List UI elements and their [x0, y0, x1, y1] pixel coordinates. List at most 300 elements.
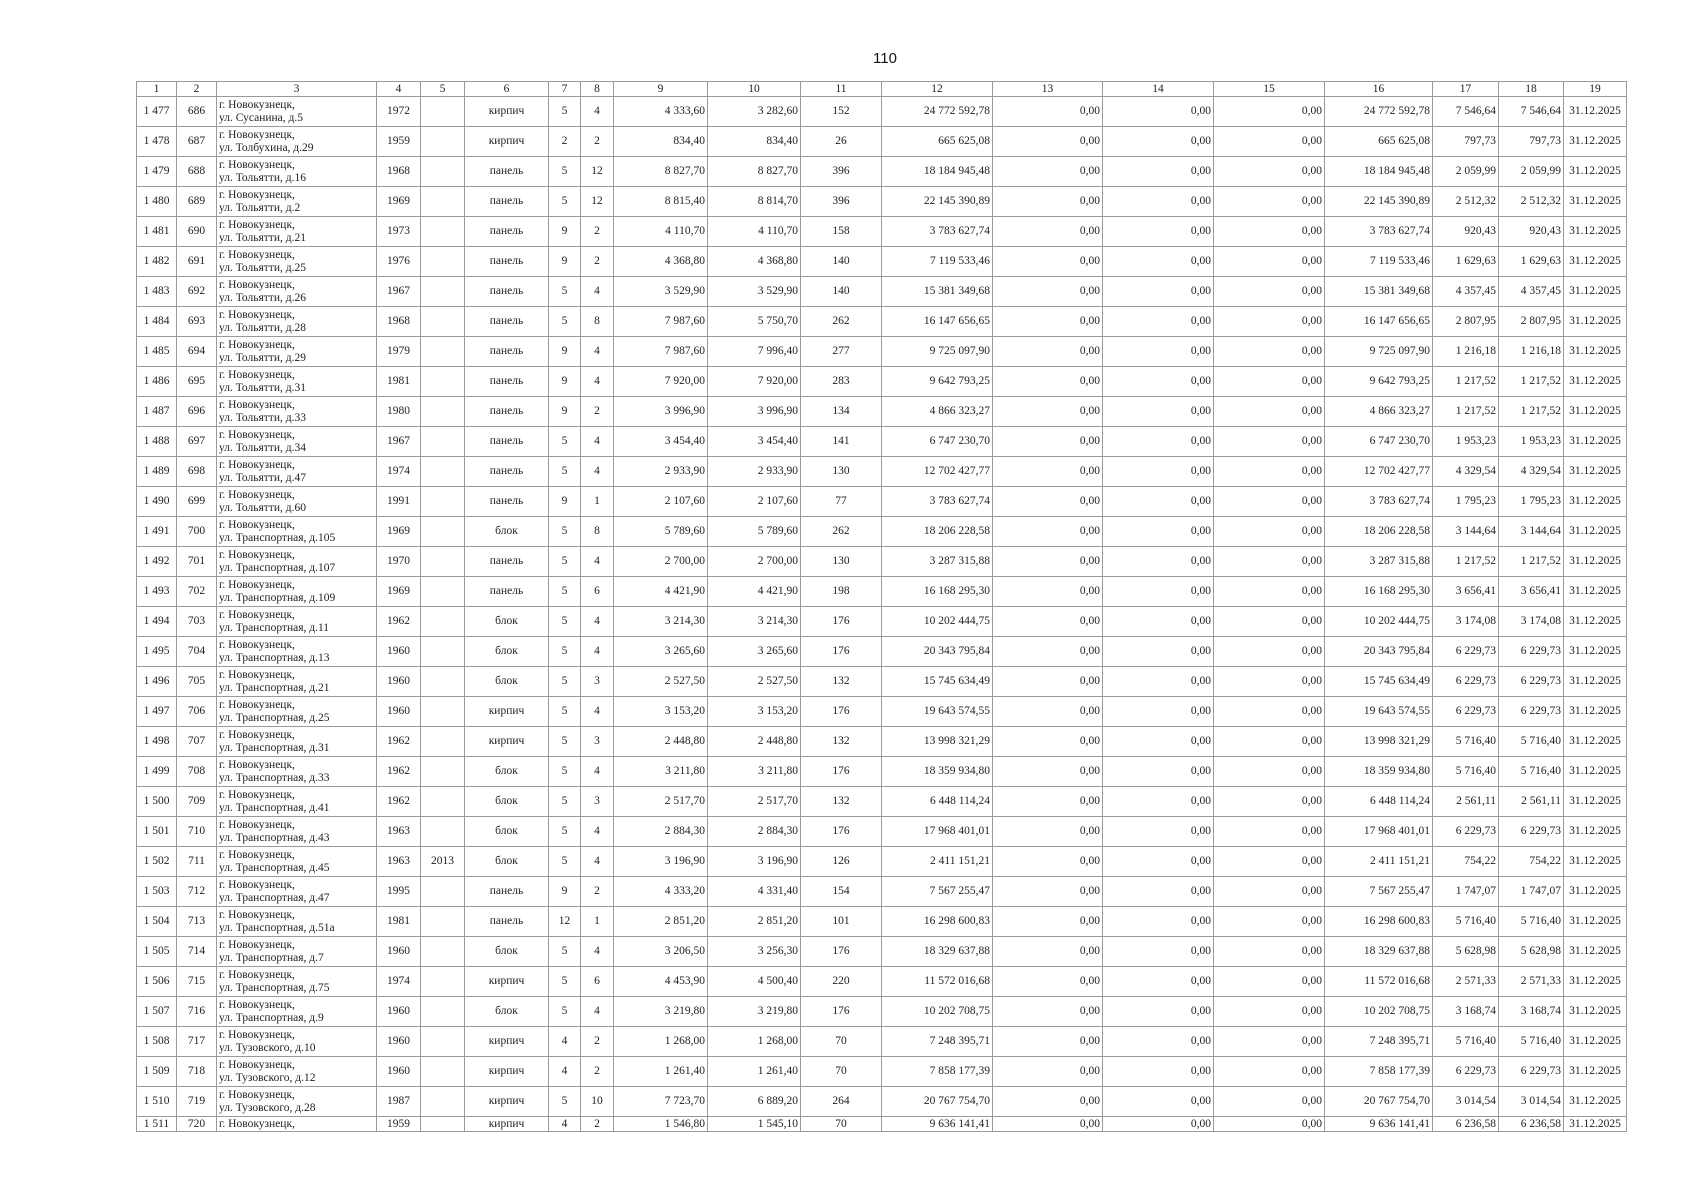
address-cell: [217, 187, 377, 217]
cost-regional-cell: 0,00: [1103, 277, 1214, 307]
table-row: [137, 877, 1627, 907]
completion-date-cell: 31.12.2025: [1564, 937, 1627, 967]
address-street: ул. Транспортная, д.43: [219, 831, 330, 844]
row-number-cell: 1 501: [137, 817, 177, 847]
residents-cell: 70: [801, 1057, 882, 1087]
wall-material-cell: блок: [465, 757, 549, 787]
unit-cost-cell: 1 629,63: [1433, 247, 1499, 277]
wall-material-cell: кирпич: [465, 1057, 549, 1087]
cost-regional-cell: 0,00: [1103, 697, 1214, 727]
table-row: [137, 967, 1627, 997]
max-unit-cost-cell: 1 629,63: [1499, 247, 1564, 277]
completion-date-cell: 31.12.2025: [1564, 247, 1627, 277]
reconstruction-year-cell: [421, 937, 465, 967]
house-id-cell: 702: [177, 577, 217, 607]
address-cell: [217, 517, 377, 547]
cost-federal-cell: 0,00: [993, 607, 1103, 637]
cost-owners-cell: 9 636 141,41: [1325, 1117, 1433, 1132]
address-street: ул. Тольятти, д.21: [219, 231, 306, 244]
entrances-cell: 2: [581, 1057, 614, 1087]
row-number-cell: 1 495: [137, 637, 177, 667]
table-body: [137, 97, 1627, 1132]
floors-cell: 5: [549, 847, 581, 877]
reconstruction-year-cell: [421, 1027, 465, 1057]
column-header-17: 17: [1433, 82, 1499, 97]
entrances-cell: 12: [581, 157, 614, 187]
house-id-cell: 688: [177, 157, 217, 187]
column-header-13: 13: [993, 82, 1103, 97]
reconstruction-year-cell: [421, 907, 465, 937]
cost-total-cell: 22 145 390,89: [882, 187, 993, 217]
living-area-cell: 3 265,60: [708, 637, 801, 667]
address-cell: [217, 1027, 377, 1057]
address-cell: [217, 307, 377, 337]
build-year-cell: 1967: [377, 277, 421, 307]
cost-local-cell: 0,00: [1214, 1087, 1325, 1117]
max-unit-cost-cell: 3 656,41: [1499, 577, 1564, 607]
completion-date-cell: 31.12.2025: [1564, 727, 1627, 757]
cost-regional-cell: 0,00: [1103, 1117, 1214, 1132]
table-row: [137, 277, 1627, 307]
max-unit-cost-cell: 2 561,11: [1499, 787, 1564, 817]
house-id-cell: 694: [177, 337, 217, 367]
unit-cost-cell: 6 229,73: [1433, 637, 1499, 667]
build-year-cell: 1970: [377, 547, 421, 577]
unit-cost-cell: 920,43: [1433, 217, 1499, 247]
row-number-cell: 1 509: [137, 1057, 177, 1087]
reconstruction-year-cell: [421, 517, 465, 547]
living-area-cell: 4 500,40: [708, 967, 801, 997]
cost-regional-cell: 0,00: [1103, 427, 1214, 457]
address-street: ул. Тольятти, д.34: [219, 441, 306, 454]
row-number-cell: 1 506: [137, 967, 177, 997]
wall-material-cell: блок: [465, 817, 549, 847]
residents-cell: 176: [801, 637, 882, 667]
build-year-cell: 1981: [377, 907, 421, 937]
cost-total-cell: 13 998 321,29: [882, 727, 993, 757]
unit-cost-cell: 4 357,45: [1433, 277, 1499, 307]
unit-cost-cell: 3 174,08: [1433, 607, 1499, 637]
completion-date-cell: 31.12.2025: [1564, 547, 1627, 577]
cost-federal-cell: 0,00: [993, 157, 1103, 187]
floors-cell: 5: [549, 637, 581, 667]
total-area-cell: 2 107,60: [614, 487, 708, 517]
house-id-cell: 690: [177, 217, 217, 247]
table-row: [137, 517, 1627, 547]
wall-material-cell: панель: [465, 367, 549, 397]
address-city: г. Новокузнецк,: [219, 218, 295, 231]
residents-cell: 176: [801, 817, 882, 847]
cost-regional-cell: 0,00: [1103, 157, 1214, 187]
cost-local-cell: 0,00: [1214, 487, 1325, 517]
unit-cost-cell: 5 628,98: [1433, 937, 1499, 967]
cost-owners-cell: 15 745 634,49: [1325, 667, 1433, 697]
floors-cell: 5: [549, 607, 581, 637]
page-number: 110: [873, 50, 897, 67]
completion-date-cell: 31.12.2025: [1564, 1087, 1627, 1117]
floors-cell: 4: [549, 1117, 581, 1132]
address-city: г. Новокузнецк,: [219, 548, 295, 561]
row-number-cell: 1 499: [137, 757, 177, 787]
address-city: г. Новокузнецк,: [219, 248, 295, 261]
living-area-cell: 4 368,80: [708, 247, 801, 277]
residents-cell: 70: [801, 1027, 882, 1057]
unit-cost-cell: 5 716,40: [1433, 907, 1499, 937]
cost-total-cell: 18 359 934,80: [882, 757, 993, 787]
address-street: ул. Тольятти, д.60: [219, 501, 306, 514]
row-number-cell: 1 500: [137, 787, 177, 817]
unit-cost-cell: 5 716,40: [1433, 757, 1499, 787]
cost-local-cell: 0,00: [1214, 1057, 1325, 1087]
row-number-cell: 1 490: [137, 487, 177, 517]
total-area-cell: 4 453,90: [614, 967, 708, 997]
row-number-cell: 1 492: [137, 547, 177, 577]
cost-total-cell: 6 747 230,70: [882, 427, 993, 457]
cost-local-cell: 0,00: [1214, 637, 1325, 667]
cost-regional-cell: 0,00: [1103, 967, 1214, 997]
table-row: [137, 937, 1627, 967]
cost-owners-cell: 12 702 427,77: [1325, 457, 1433, 487]
cost-local-cell: 0,00: [1214, 757, 1325, 787]
entrances-cell: 3: [581, 727, 614, 757]
row-number-cell: 1 479: [137, 157, 177, 187]
cost-federal-cell: 0,00: [993, 547, 1103, 577]
cost-federal-cell: 0,00: [993, 127, 1103, 157]
address-cell: [217, 787, 377, 817]
cost-local-cell: 0,00: [1214, 937, 1325, 967]
table-row: [137, 247, 1627, 277]
table-row: [137, 697, 1627, 727]
completion-date-cell: 31.12.2025: [1564, 577, 1627, 607]
unit-cost-cell: 1 953,23: [1433, 427, 1499, 457]
living-area-cell: 4 110,70: [708, 217, 801, 247]
cost-local-cell: 0,00: [1214, 397, 1325, 427]
completion-date-cell: 31.12.2025: [1564, 757, 1627, 787]
floors-cell: 5: [549, 787, 581, 817]
cost-total-cell: 3 783 627,74: [882, 487, 993, 517]
build-year-cell: 1980: [377, 397, 421, 427]
cost-total-cell: 16 168 295,30: [882, 577, 993, 607]
cost-owners-cell: 6 448 114,24: [1325, 787, 1433, 817]
entrances-cell: 4: [581, 937, 614, 967]
cost-regional-cell: 0,00: [1103, 487, 1214, 517]
unit-cost-cell: 2 512,32: [1433, 187, 1499, 217]
unit-cost-cell: 2 059,99: [1433, 157, 1499, 187]
reconstruction-year-cell: [421, 97, 465, 127]
total-area-cell: 7 723,70: [614, 1087, 708, 1117]
reconstruction-year-cell: [421, 457, 465, 487]
residents-cell: 152: [801, 97, 882, 127]
address-city: г. Новокузнецк,: [219, 698, 295, 711]
cost-owners-cell: 3 783 627,74: [1325, 217, 1433, 247]
build-year-cell: 1959: [377, 1117, 421, 1132]
row-number-cell: 1 494: [137, 607, 177, 637]
entrances-cell: 4: [581, 367, 614, 397]
row-number-cell: 1 503: [137, 877, 177, 907]
floors-cell: 5: [549, 307, 581, 337]
reconstruction-year-cell: [421, 667, 465, 697]
address-street: ул. Тольятти, д.16: [219, 171, 306, 184]
cost-total-cell: 17 968 401,01: [882, 817, 993, 847]
cost-total-cell: 7 858 177,39: [882, 1057, 993, 1087]
cost-federal-cell: 0,00: [993, 757, 1103, 787]
cost-federal-cell: 0,00: [993, 1117, 1103, 1132]
floors-cell: 5: [549, 937, 581, 967]
floors-cell: 2: [549, 127, 581, 157]
floors-cell: 5: [549, 577, 581, 607]
max-unit-cost-cell: 920,43: [1499, 217, 1564, 247]
floors-cell: 9: [549, 877, 581, 907]
table-row: [137, 397, 1627, 427]
unit-cost-cell: 5 716,40: [1433, 727, 1499, 757]
address-cell: [217, 817, 377, 847]
total-area-cell: 7 920,00: [614, 367, 708, 397]
wall-material-cell: панель: [465, 217, 549, 247]
cost-regional-cell: 0,00: [1103, 757, 1214, 787]
wall-material-cell: панель: [465, 187, 549, 217]
address-cell: [217, 937, 377, 967]
address-cell: [217, 757, 377, 787]
address-cell: [217, 367, 377, 397]
house-id-cell: 706: [177, 697, 217, 727]
build-year-cell: 1974: [377, 457, 421, 487]
living-area-cell: 8 814,70: [708, 187, 801, 217]
unit-cost-cell: 6 236,58: [1433, 1117, 1499, 1132]
address-street: ул. Транспортная, д.9: [219, 1011, 324, 1024]
unit-cost-cell: 1 795,23: [1433, 487, 1499, 517]
house-id-cell: 710: [177, 817, 217, 847]
cost-owners-cell: 13 998 321,29: [1325, 727, 1433, 757]
address-street: ул. Транспортная, д.41: [219, 801, 330, 814]
unit-cost-cell: 3 144,64: [1433, 517, 1499, 547]
cost-owners-cell: 9 725 097,90: [1325, 337, 1433, 367]
cost-total-cell: 7 119 533,46: [882, 247, 993, 277]
cost-local-cell: 0,00: [1214, 307, 1325, 337]
living-area-cell: 3 214,30: [708, 607, 801, 637]
cost-federal-cell: 0,00: [993, 637, 1103, 667]
row-number-cell: 1 477: [137, 97, 177, 127]
cost-local-cell: 0,00: [1214, 997, 1325, 1027]
table-row: [137, 457, 1627, 487]
completion-date-cell: 31.12.2025: [1564, 397, 1627, 427]
residents-cell: 132: [801, 727, 882, 757]
address-cell: [217, 397, 377, 427]
living-area-cell: 2 517,70: [708, 787, 801, 817]
entrances-cell: 4: [581, 757, 614, 787]
cost-total-cell: 9 642 793,25: [882, 367, 993, 397]
residents-cell: 176: [801, 937, 882, 967]
house-id-cell: 699: [177, 487, 217, 517]
entrances-cell: 2: [581, 877, 614, 907]
address-city: г. Новокузнецк,: [219, 758, 295, 771]
residents-cell: 132: [801, 787, 882, 817]
address-city: г. Новокузнецк,: [219, 668, 295, 681]
reconstruction-year-cell: [421, 367, 465, 397]
cost-regional-cell: 0,00: [1103, 247, 1214, 277]
column-header-9: 9: [614, 82, 708, 97]
row-number-cell: 1 497: [137, 697, 177, 727]
table-row: [137, 1087, 1627, 1117]
address-cell: [217, 847, 377, 877]
cost-local-cell: 0,00: [1214, 187, 1325, 217]
living-area-cell: 7 996,40: [708, 337, 801, 367]
completion-date-cell: 31.12.2025: [1564, 427, 1627, 457]
table-row: [137, 727, 1627, 757]
total-area-cell: 3 454,40: [614, 427, 708, 457]
cost-owners-cell: 11 572 016,68: [1325, 967, 1433, 997]
living-area-cell: 3 996,90: [708, 397, 801, 427]
residents-cell: 141: [801, 427, 882, 457]
row-number-cell: 1 505: [137, 937, 177, 967]
row-number-cell: 1 491: [137, 517, 177, 547]
unit-cost-cell: 2 561,11: [1433, 787, 1499, 817]
reconstruction-year-cell: [421, 247, 465, 277]
cost-federal-cell: 0,00: [993, 187, 1103, 217]
cost-total-cell: 4 866 323,27: [882, 397, 993, 427]
address-street: ул. Тузовского, д.28: [219, 1101, 316, 1114]
row-number-cell: 1 507: [137, 997, 177, 1027]
cost-local-cell: 0,00: [1214, 847, 1325, 877]
address-street: ул. Тузовского, д.12: [219, 1071, 316, 1084]
floors-cell: 5: [549, 277, 581, 307]
reconstruction-year-cell: 2013: [421, 847, 465, 877]
entrances-cell: 10: [581, 1087, 614, 1117]
entrances-cell: 4: [581, 457, 614, 487]
wall-material-cell: кирпич: [465, 127, 549, 157]
build-year-cell: 1960: [377, 997, 421, 1027]
completion-date-cell: 31.12.2025: [1564, 697, 1627, 727]
completion-date-cell: 31.12.2025: [1564, 127, 1627, 157]
reconstruction-year-cell: [421, 607, 465, 637]
residents-cell: 396: [801, 157, 882, 187]
cost-owners-cell: 9 642 793,25: [1325, 367, 1433, 397]
row-number-cell: 1 493: [137, 577, 177, 607]
cost-federal-cell: 0,00: [993, 727, 1103, 757]
address-city: г. Новокузнецк,: [219, 98, 295, 111]
table-row: [137, 487, 1627, 517]
address-street: ул. Транспортная, д.33: [219, 771, 330, 784]
build-year-cell: 1962: [377, 787, 421, 817]
max-unit-cost-cell: 2 059,99: [1499, 157, 1564, 187]
column-header-18: 18: [1499, 82, 1564, 97]
residents-cell: 26: [801, 127, 882, 157]
living-area-cell: 3 282,60: [708, 97, 801, 127]
address-cell: [217, 907, 377, 937]
column-header-12: 12: [882, 82, 993, 97]
address-city: г. Новокузнецк,: [219, 878, 295, 891]
max-unit-cost-cell: 4 329,54: [1499, 457, 1564, 487]
cost-federal-cell: 0,00: [993, 367, 1103, 397]
address-cell: [217, 247, 377, 277]
floors-cell: 9: [549, 217, 581, 247]
total-area-cell: 2 933,90: [614, 457, 708, 487]
total-area-cell: 1 268,00: [614, 1027, 708, 1057]
address-cell: [217, 217, 377, 247]
table-row: [137, 127, 1627, 157]
address-street: ул. Транспортная, д.109: [219, 591, 336, 604]
build-year-cell: 1969: [377, 187, 421, 217]
completion-date-cell: 31.12.2025: [1564, 997, 1627, 1027]
total-area-cell: 3 196,90: [614, 847, 708, 877]
living-area-cell: 8 827,70: [708, 157, 801, 187]
max-unit-cost-cell: 797,73: [1499, 127, 1564, 157]
cost-owners-cell: 7 567 255,47: [1325, 877, 1433, 907]
cost-owners-cell: 18 206 228,58: [1325, 517, 1433, 547]
max-unit-cost-cell: 2 807,95: [1499, 307, 1564, 337]
living-area-cell: 5 789,60: [708, 517, 801, 547]
wall-material-cell: блок: [465, 667, 549, 697]
max-unit-cost-cell: 1 217,52: [1499, 397, 1564, 427]
total-area-cell: 4 368,80: [614, 247, 708, 277]
cost-total-cell: 10 202 444,75: [882, 607, 993, 637]
table-row: [137, 367, 1627, 397]
total-area-cell: 2 527,50: [614, 667, 708, 697]
house-id-cell: 705: [177, 667, 217, 697]
cost-total-cell: 11 572 016,68: [882, 967, 993, 997]
cost-owners-cell: 7 858 177,39: [1325, 1057, 1433, 1087]
house-id-cell: 695: [177, 367, 217, 397]
cost-federal-cell: 0,00: [993, 97, 1103, 127]
residents-cell: 126: [801, 847, 882, 877]
wall-material-cell: панель: [465, 307, 549, 337]
cost-regional-cell: 0,00: [1103, 817, 1214, 847]
cost-local-cell: 0,00: [1214, 217, 1325, 247]
address-city: г. Новокузнецк,: [219, 1028, 295, 1041]
table-row: [137, 607, 1627, 637]
cost-federal-cell: 0,00: [993, 997, 1103, 1027]
floors-cell: 5: [549, 157, 581, 187]
reconstruction-year-cell: [421, 787, 465, 817]
wall-material-cell: панель: [465, 907, 549, 937]
address-cell: [217, 457, 377, 487]
address-street: ул. Тольятти, д.47: [219, 471, 306, 484]
wall-material-cell: панель: [465, 427, 549, 457]
cost-regional-cell: 0,00: [1103, 97, 1214, 127]
cost-regional-cell: 0,00: [1103, 1057, 1214, 1087]
address-street: ул. Транспортная, д.107: [219, 561, 336, 574]
cost-federal-cell: 0,00: [993, 397, 1103, 427]
completion-date-cell: 31.12.2025: [1564, 1117, 1627, 1132]
living-area-cell: 3 196,90: [708, 847, 801, 877]
cost-regional-cell: 0,00: [1103, 787, 1214, 817]
house-id-cell: 716: [177, 997, 217, 1027]
build-year-cell: 1974: [377, 967, 421, 997]
residents-cell: 140: [801, 277, 882, 307]
house-id-cell: 720: [177, 1117, 217, 1132]
address-street: ул. Транспортная, д.13: [219, 651, 330, 664]
wall-material-cell: панель: [465, 457, 549, 487]
build-year-cell: 1967: [377, 427, 421, 457]
cost-local-cell: 0,00: [1214, 247, 1325, 277]
cost-regional-cell: 0,00: [1103, 577, 1214, 607]
wall-material-cell: кирпич: [465, 1087, 549, 1117]
max-unit-cost-cell: 5 716,40: [1499, 757, 1564, 787]
table-row: [137, 997, 1627, 1027]
address-city: г. Новокузнецк,: [219, 1088, 295, 1101]
residents-cell: 176: [801, 757, 882, 787]
address-street: ул. Транспортная, д.45: [219, 861, 330, 874]
row-number-cell: 1 511: [137, 1117, 177, 1132]
unit-cost-cell: 6 229,73: [1433, 667, 1499, 697]
entrances-cell: 4: [581, 277, 614, 307]
residents-cell: 130: [801, 457, 882, 487]
column-header-2: 2: [177, 82, 217, 97]
build-year-cell: 1969: [377, 577, 421, 607]
floors-cell: 5: [549, 547, 581, 577]
entrances-cell: 2: [581, 217, 614, 247]
reconstruction-year-cell: [421, 1117, 465, 1132]
reconstruction-year-cell: [421, 487, 465, 517]
